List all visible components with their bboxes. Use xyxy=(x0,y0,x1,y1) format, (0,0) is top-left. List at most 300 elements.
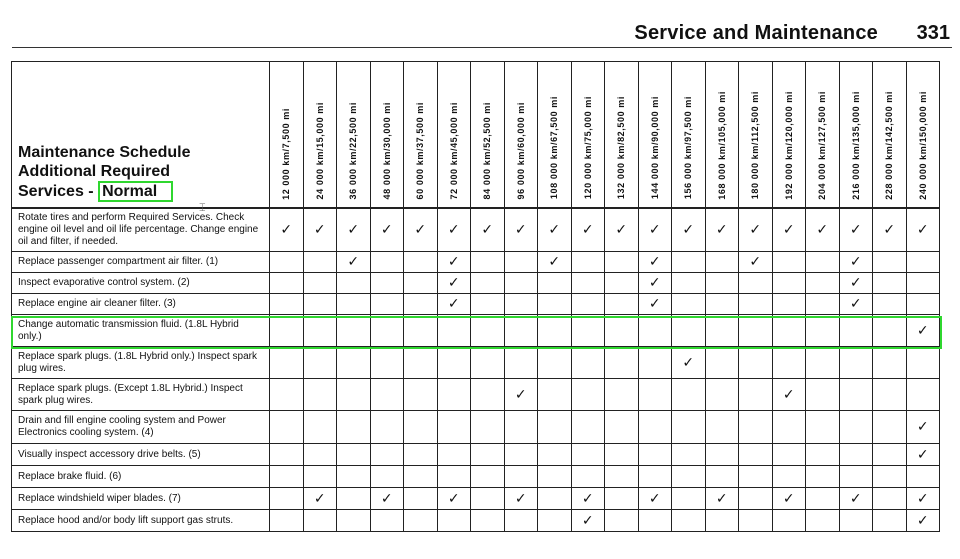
check-icon: ✓ xyxy=(672,347,706,379)
check-icon: ✓ xyxy=(906,315,940,347)
check-icon: ✓ xyxy=(906,208,940,252)
empty-cell xyxy=(404,488,438,510)
empty-cell xyxy=(806,411,840,444)
empty-cell xyxy=(370,252,404,273)
check-icon: ✓ xyxy=(437,252,471,273)
interval-header xyxy=(504,62,538,208)
empty-cell xyxy=(337,273,371,294)
empty-cell xyxy=(705,252,739,273)
empty-cell xyxy=(504,294,538,315)
interval-header xyxy=(705,62,739,208)
check-icon: ✓ xyxy=(839,252,873,273)
empty-cell xyxy=(873,466,907,488)
empty-cell xyxy=(705,294,739,315)
check-icon: ✓ xyxy=(437,294,471,315)
empty-cell xyxy=(739,294,773,315)
empty-cell xyxy=(638,466,672,488)
empty-cell xyxy=(739,411,773,444)
empty-cell xyxy=(672,315,706,347)
empty-cell xyxy=(270,273,304,294)
empty-cell xyxy=(404,466,438,488)
empty-cell xyxy=(538,273,572,294)
interval-label: 84 000 km/52,500 mi xyxy=(482,102,493,200)
interval-label: 108 000 km/67,500 mi xyxy=(549,96,560,200)
empty-cell xyxy=(571,252,605,273)
empty-cell xyxy=(337,347,371,379)
empty-cell xyxy=(337,315,371,347)
empty-cell xyxy=(404,347,438,379)
empty-cell xyxy=(437,379,471,411)
empty-cell xyxy=(303,510,337,532)
empty-cell xyxy=(638,510,672,532)
table-row xyxy=(12,252,940,273)
check-icon: ✓ xyxy=(504,208,538,252)
empty-cell xyxy=(404,510,438,532)
empty-cell xyxy=(605,488,639,510)
empty-cell xyxy=(571,444,605,466)
empty-cell xyxy=(538,294,572,315)
empty-cell xyxy=(471,488,505,510)
schedule-title xyxy=(12,62,270,208)
empty-cell xyxy=(404,379,438,411)
empty-cell xyxy=(806,315,840,347)
empty-cell xyxy=(404,252,438,273)
interval-label: 132 000 km/82,500 mi xyxy=(616,96,627,200)
empty-cell xyxy=(571,411,605,444)
interval-label: 24 000 km/15,000 mi xyxy=(314,102,325,200)
empty-cell xyxy=(739,510,773,532)
empty-cell xyxy=(571,315,605,347)
empty-cell xyxy=(605,444,639,466)
task-description: Replace engine air cleaner filter. (3) xyxy=(12,294,270,315)
check-icon: ✓ xyxy=(873,208,907,252)
empty-cell xyxy=(270,444,304,466)
interval-label: 204 000 km/127,500 mi xyxy=(817,90,828,200)
empty-cell xyxy=(437,444,471,466)
empty-cell xyxy=(806,379,840,411)
check-icon: ✓ xyxy=(806,208,840,252)
empty-cell xyxy=(504,347,538,379)
interval-label: 156 000 km/97,500 mi xyxy=(683,96,694,200)
check-icon: ✓ xyxy=(638,208,672,252)
empty-cell xyxy=(504,252,538,273)
empty-cell xyxy=(806,252,840,273)
check-icon: ✓ xyxy=(437,488,471,510)
check-icon: ✓ xyxy=(672,208,706,252)
interval-header xyxy=(605,62,639,208)
table-row xyxy=(12,466,940,488)
interval-header xyxy=(906,62,940,208)
empty-cell xyxy=(370,379,404,411)
table-row xyxy=(12,488,940,510)
interval-header xyxy=(437,62,471,208)
table-row xyxy=(12,444,940,466)
page-header xyxy=(0,0,960,48)
check-icon: ✓ xyxy=(370,488,404,510)
text-cursor-icon: ⌶ xyxy=(199,201,206,214)
interval-header xyxy=(739,62,773,208)
interval-label: 120 000 km/75,000 mi xyxy=(582,96,593,200)
empty-cell xyxy=(605,294,639,315)
check-icon: ✓ xyxy=(906,488,940,510)
empty-cell xyxy=(739,273,773,294)
empty-cell xyxy=(303,273,337,294)
empty-cell xyxy=(404,273,438,294)
task-description: Visually inspect accessory drive belts. (5) xyxy=(12,444,270,466)
empty-cell xyxy=(873,488,907,510)
check-icon: ✓ xyxy=(638,252,672,273)
check-icon: ✓ xyxy=(772,208,806,252)
check-icon: ✓ xyxy=(404,208,438,252)
empty-cell xyxy=(471,379,505,411)
interval-label: 168 000 km/105,000 mi xyxy=(716,90,727,200)
empty-cell xyxy=(739,347,773,379)
empty-cell xyxy=(739,466,773,488)
check-icon: ✓ xyxy=(839,488,873,510)
empty-cell xyxy=(806,510,840,532)
schedule-title-line-2: Additional Required xyxy=(18,162,170,180)
table-row xyxy=(12,510,940,532)
empty-cell xyxy=(471,444,505,466)
empty-cell xyxy=(471,252,505,273)
empty-cell xyxy=(538,411,572,444)
check-icon: ✓ xyxy=(705,488,739,510)
check-icon: ✓ xyxy=(538,208,572,252)
task-description: Drain and fill engine cooling system and Power Electronics cooling system. (4) xyxy=(12,411,270,444)
empty-cell xyxy=(672,379,706,411)
interval-header xyxy=(571,62,605,208)
empty-cell xyxy=(270,466,304,488)
maintenance-schedule-table xyxy=(11,61,940,532)
interval-header xyxy=(337,62,371,208)
empty-cell xyxy=(370,347,404,379)
check-icon: ✓ xyxy=(772,488,806,510)
empty-cell xyxy=(370,510,404,532)
empty-cell xyxy=(772,252,806,273)
interval-label: 144 000 km/90,000 mi xyxy=(649,96,660,200)
empty-cell xyxy=(504,510,538,532)
empty-cell xyxy=(471,510,505,532)
interval-label: 72 000 km/45,000 mi xyxy=(448,102,459,200)
empty-cell xyxy=(705,510,739,532)
interval-header xyxy=(370,62,404,208)
empty-cell xyxy=(739,379,773,411)
schedule-title-line-3: Services - xyxy=(18,182,99,200)
interval-label: 36 000 km/22,500 mi xyxy=(348,102,359,200)
table-header-row xyxy=(12,62,940,208)
empty-cell xyxy=(806,466,840,488)
empty-cell xyxy=(404,411,438,444)
interval-label: 48 000 km/30,000 mi xyxy=(381,102,392,200)
empty-cell xyxy=(873,252,907,273)
empty-cell xyxy=(672,252,706,273)
empty-cell xyxy=(605,510,639,532)
empty-cell xyxy=(303,466,337,488)
empty-cell xyxy=(873,379,907,411)
check-icon: ✓ xyxy=(571,208,605,252)
interval-header xyxy=(270,62,304,208)
empty-cell xyxy=(806,444,840,466)
empty-cell xyxy=(772,466,806,488)
empty-cell xyxy=(303,294,337,315)
check-icon: ✓ xyxy=(504,488,538,510)
empty-cell xyxy=(370,466,404,488)
empty-cell xyxy=(839,510,873,532)
empty-cell xyxy=(270,411,304,444)
empty-cell xyxy=(337,294,371,315)
interval-label: 180 000 km/112,500 mi xyxy=(750,91,761,200)
empty-cell xyxy=(370,294,404,315)
check-icon: ✓ xyxy=(839,294,873,315)
empty-cell xyxy=(672,466,706,488)
interval-label: 216 000 km/135,000 mi xyxy=(850,90,861,200)
empty-cell xyxy=(404,294,438,315)
empty-cell xyxy=(873,444,907,466)
empty-cell xyxy=(772,315,806,347)
table-row xyxy=(12,294,940,315)
empty-cell xyxy=(270,294,304,315)
empty-cell xyxy=(571,466,605,488)
empty-cell xyxy=(705,315,739,347)
task-description: Replace spark plugs. (1.8L Hybrid only.) Inspect spark plug wires. xyxy=(12,347,270,379)
empty-cell xyxy=(605,379,639,411)
empty-cell xyxy=(471,466,505,488)
interval-label: 12 000 km/7,500 mi xyxy=(281,107,292,200)
check-icon: ✓ xyxy=(906,510,940,532)
empty-cell xyxy=(370,273,404,294)
empty-cell xyxy=(571,379,605,411)
header-divider xyxy=(12,47,952,48)
empty-cell xyxy=(906,252,940,273)
interval-header xyxy=(404,62,438,208)
check-icon: ✓ xyxy=(839,273,873,294)
empty-cell xyxy=(471,347,505,379)
empty-cell xyxy=(437,510,471,532)
empty-cell xyxy=(370,411,404,444)
empty-cell xyxy=(906,347,940,379)
empty-cell xyxy=(504,466,538,488)
interval-header xyxy=(303,62,337,208)
table-row xyxy=(12,315,940,347)
task-description: Rotate tires and perform Required Services. Check engine oil level and oil life percentage. Change engine oil and filter, if needed. xyxy=(12,208,270,252)
empty-cell xyxy=(672,273,706,294)
empty-cell xyxy=(806,273,840,294)
empty-cell xyxy=(437,347,471,379)
check-icon: ✓ xyxy=(906,444,940,466)
empty-cell xyxy=(538,379,572,411)
task-description: Change automatic transmission fluid. (1.8L Hybrid only.) xyxy=(12,315,270,347)
check-icon: ✓ xyxy=(638,273,672,294)
check-icon: ✓ xyxy=(437,273,471,294)
check-icon: ✓ xyxy=(337,208,371,252)
table-row xyxy=(12,273,940,294)
check-icon: ✓ xyxy=(638,294,672,315)
empty-cell xyxy=(638,315,672,347)
check-icon: ✓ xyxy=(906,411,940,444)
interval-header xyxy=(873,62,907,208)
table-row xyxy=(12,379,940,411)
check-icon: ✓ xyxy=(471,208,505,252)
empty-cell xyxy=(772,347,806,379)
empty-cell xyxy=(538,444,572,466)
empty-cell xyxy=(571,347,605,379)
empty-cell xyxy=(672,510,706,532)
empty-cell xyxy=(906,294,940,315)
empty-cell xyxy=(571,273,605,294)
normal-highlight: Normal xyxy=(98,181,173,202)
task-description: Replace hood and/or body lift support gas struts. xyxy=(12,510,270,532)
empty-cell xyxy=(806,488,840,510)
empty-cell xyxy=(303,315,337,347)
empty-cell xyxy=(839,444,873,466)
table-row xyxy=(12,208,940,252)
interval-header xyxy=(772,62,806,208)
empty-cell xyxy=(638,411,672,444)
empty-cell xyxy=(839,411,873,444)
check-icon: ✓ xyxy=(638,488,672,510)
empty-cell xyxy=(370,315,404,347)
empty-cell xyxy=(303,379,337,411)
interval-label: 228 000 km/142,500 mi xyxy=(884,90,895,200)
empty-cell xyxy=(873,347,907,379)
interval-header xyxy=(638,62,672,208)
empty-cell xyxy=(504,315,538,347)
empty-cell xyxy=(538,347,572,379)
check-icon: ✓ xyxy=(370,208,404,252)
empty-cell xyxy=(705,466,739,488)
empty-cell xyxy=(538,510,572,532)
section-title: Service and Maintenance xyxy=(634,22,878,44)
interval-header xyxy=(672,62,706,208)
empty-cell xyxy=(538,466,572,488)
check-icon: ✓ xyxy=(538,252,572,273)
empty-cell xyxy=(638,347,672,379)
check-icon: ✓ xyxy=(303,488,337,510)
empty-cell xyxy=(839,466,873,488)
check-icon: ✓ xyxy=(605,208,639,252)
check-icon: ✓ xyxy=(303,208,337,252)
empty-cell xyxy=(806,294,840,315)
empty-cell xyxy=(739,444,773,466)
check-icon: ✓ xyxy=(772,379,806,411)
empty-cell xyxy=(705,347,739,379)
empty-cell xyxy=(437,466,471,488)
empty-cell xyxy=(337,488,371,510)
empty-cell xyxy=(337,411,371,444)
empty-cell xyxy=(672,488,706,510)
empty-cell xyxy=(571,294,605,315)
empty-cell xyxy=(471,273,505,294)
empty-cell xyxy=(638,444,672,466)
interval-header xyxy=(839,62,873,208)
check-icon: ✓ xyxy=(839,208,873,252)
empty-cell xyxy=(705,444,739,466)
empty-cell xyxy=(705,411,739,444)
empty-cell xyxy=(806,347,840,379)
check-icon: ✓ xyxy=(571,488,605,510)
empty-cell xyxy=(270,252,304,273)
empty-cell xyxy=(605,466,639,488)
empty-cell xyxy=(471,411,505,444)
empty-cell xyxy=(772,411,806,444)
table-row xyxy=(12,411,940,444)
empty-cell xyxy=(437,315,471,347)
task-description: Replace windshield wiper blades. (7) xyxy=(12,488,270,510)
empty-cell xyxy=(605,273,639,294)
task-description: Replace spark plugs. (Except 1.8L Hybrid.) Inspect spark plug wires. xyxy=(12,379,270,411)
empty-cell xyxy=(906,466,940,488)
empty-cell xyxy=(303,347,337,379)
table-row xyxy=(12,347,940,379)
interval-header xyxy=(471,62,505,208)
empty-cell xyxy=(906,273,940,294)
page-number: 331 xyxy=(916,22,950,44)
empty-cell xyxy=(605,347,639,379)
empty-cell xyxy=(772,510,806,532)
empty-cell xyxy=(772,273,806,294)
empty-cell xyxy=(906,379,940,411)
empty-cell xyxy=(471,315,505,347)
interval-header xyxy=(538,62,572,208)
empty-cell xyxy=(873,315,907,347)
empty-cell xyxy=(471,294,505,315)
task-description: Replace brake fluid. (6) xyxy=(12,466,270,488)
empty-cell xyxy=(303,252,337,273)
empty-cell xyxy=(839,347,873,379)
empty-cell xyxy=(404,315,438,347)
empty-cell xyxy=(404,444,438,466)
empty-cell xyxy=(672,444,706,466)
empty-cell xyxy=(873,294,907,315)
empty-cell xyxy=(270,347,304,379)
empty-cell xyxy=(337,444,371,466)
empty-cell xyxy=(370,444,404,466)
empty-cell xyxy=(504,444,538,466)
empty-cell xyxy=(303,444,337,466)
empty-cell xyxy=(270,510,304,532)
task-description: Inspect evaporative control system. (2) xyxy=(12,273,270,294)
check-icon: ✓ xyxy=(504,379,538,411)
empty-cell xyxy=(270,315,304,347)
empty-cell xyxy=(739,315,773,347)
empty-cell xyxy=(672,411,706,444)
check-icon: ✓ xyxy=(739,208,773,252)
interval-label: 96 000 km/60,000 mi xyxy=(515,102,526,200)
check-icon: ✓ xyxy=(270,208,304,252)
empty-cell xyxy=(303,411,337,444)
empty-cell xyxy=(772,294,806,315)
empty-cell xyxy=(605,252,639,273)
empty-cell xyxy=(705,379,739,411)
empty-cell xyxy=(504,273,538,294)
interval-header xyxy=(806,62,840,208)
empty-cell xyxy=(772,444,806,466)
empty-cell xyxy=(605,315,639,347)
task-description: Replace passenger compartment air filter. (1) xyxy=(12,252,270,273)
empty-cell xyxy=(873,273,907,294)
interval-label: 192 000 km/120,000 mi xyxy=(783,90,794,200)
empty-cell xyxy=(672,294,706,315)
empty-cell xyxy=(739,488,773,510)
empty-cell xyxy=(270,379,304,411)
check-icon: ✓ xyxy=(571,510,605,532)
empty-cell xyxy=(337,379,371,411)
empty-cell xyxy=(504,411,538,444)
interval-label: 60 000 km/37,500 mi xyxy=(415,102,426,200)
interval-label: 240 000 km/150,000 mi xyxy=(917,90,928,200)
check-icon: ✓ xyxy=(337,252,371,273)
empty-cell xyxy=(337,466,371,488)
